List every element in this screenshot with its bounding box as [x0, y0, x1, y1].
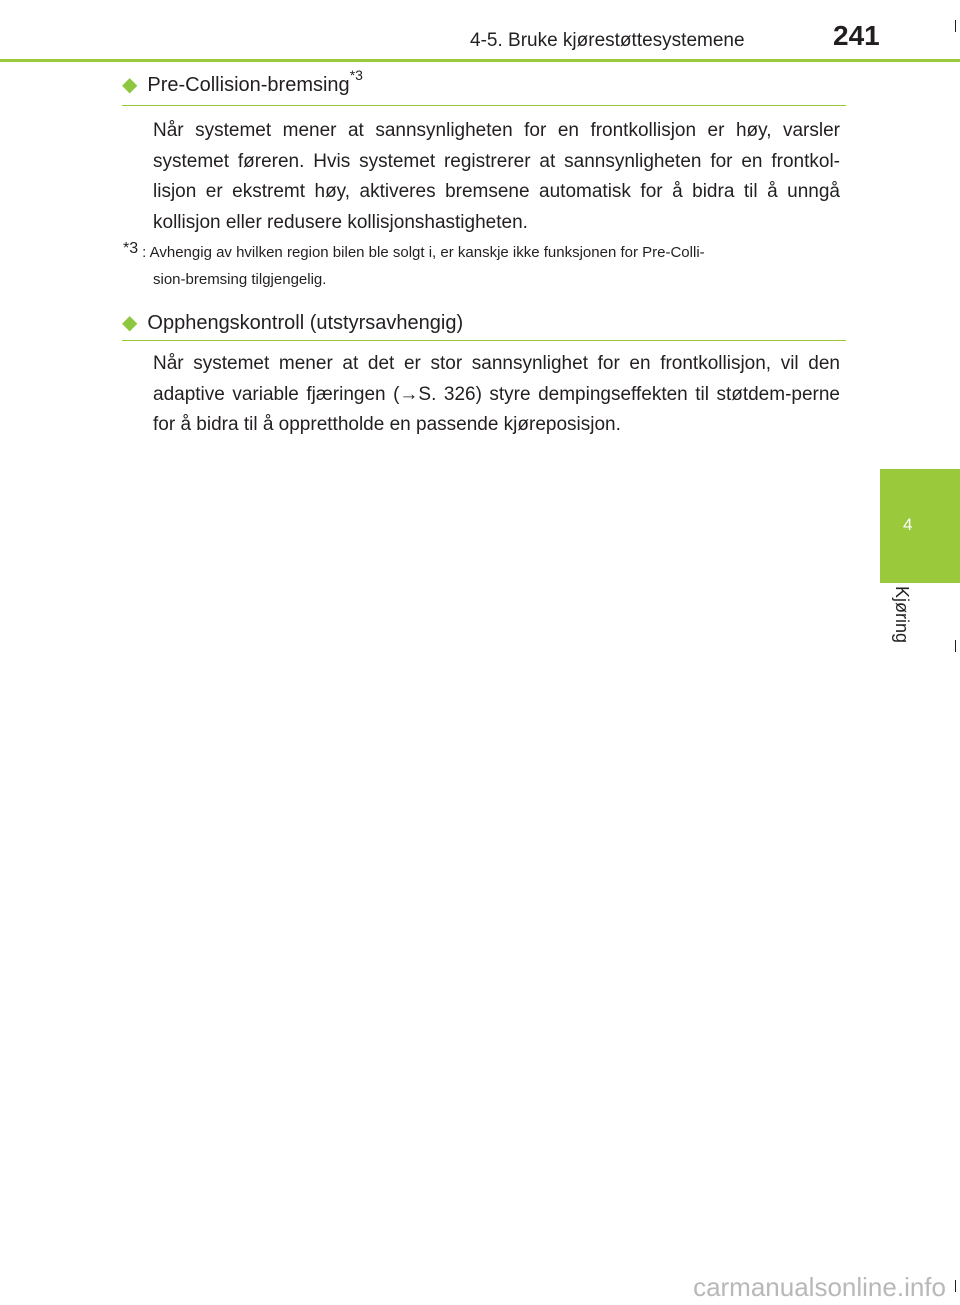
header-rule: [0, 59, 960, 62]
diamond-icon: ◆: [122, 312, 138, 334]
section-heading-text: Opphengskontroll (utstyrsavhengig): [147, 312, 464, 334]
footnote: [123, 240, 840, 266]
section-body-pre-collision: Når systemet mener at sannsynligheten for en frontkollisjon er høy, varsler systemet føreren. Hvis systemet registrerer at sannsynligheten for en frontkol-lisjon er ekstremt høy, aktiveres bremsene automatisk for å bidra til å unngå kollisjon eller redusere kollisjonshastigheten.: [153, 120, 840, 233]
page-number: 241: [833, 20, 880, 51]
footnote-text: : Avhengig av hvilken region bilen ble solgt i, er kanskje ikke funksjonen for Pre-Colli-: [142, 244, 705, 261]
watermark: carmanualsonline.info: [693, 1272, 946, 1302]
footnote-reference: *3: [349, 67, 363, 83]
footnote-marker: *3: [123, 240, 139, 257]
section-rule: [122, 340, 846, 341]
chapter-label: Kjøring: [892, 586, 912, 644]
section-heading-suspension: [122, 310, 463, 335]
section-rule: [122, 105, 846, 106]
chapter-tab: [880, 469, 960, 583]
diamond-icon: ◆: [122, 74, 138, 96]
footnote-continuation: sion-bremsing tilgjengelig.: [153, 271, 327, 288]
header-title: 4-5. Bruke kjørestøttesystemene: [470, 30, 745, 51]
section-heading-text: Pre-Collision-bremsing: [147, 74, 350, 96]
chapter-number: 4: [903, 515, 913, 534]
crop-mark: [955, 640, 956, 652]
crop-mark: [955, 20, 956, 32]
section-body-suspension: Når systemet mener at det er stor sannsynlighet for en frontkollisjon, vil den adaptive variable fjæringen (→S. 326) styre dempingseffekten til støtdem-perne for å bidra til å opprettholde en passende kjøreposisjon.: [153, 353, 840, 435]
crop-mark: [955, 1280, 956, 1292]
section-heading-pre-collision: [122, 67, 363, 97]
